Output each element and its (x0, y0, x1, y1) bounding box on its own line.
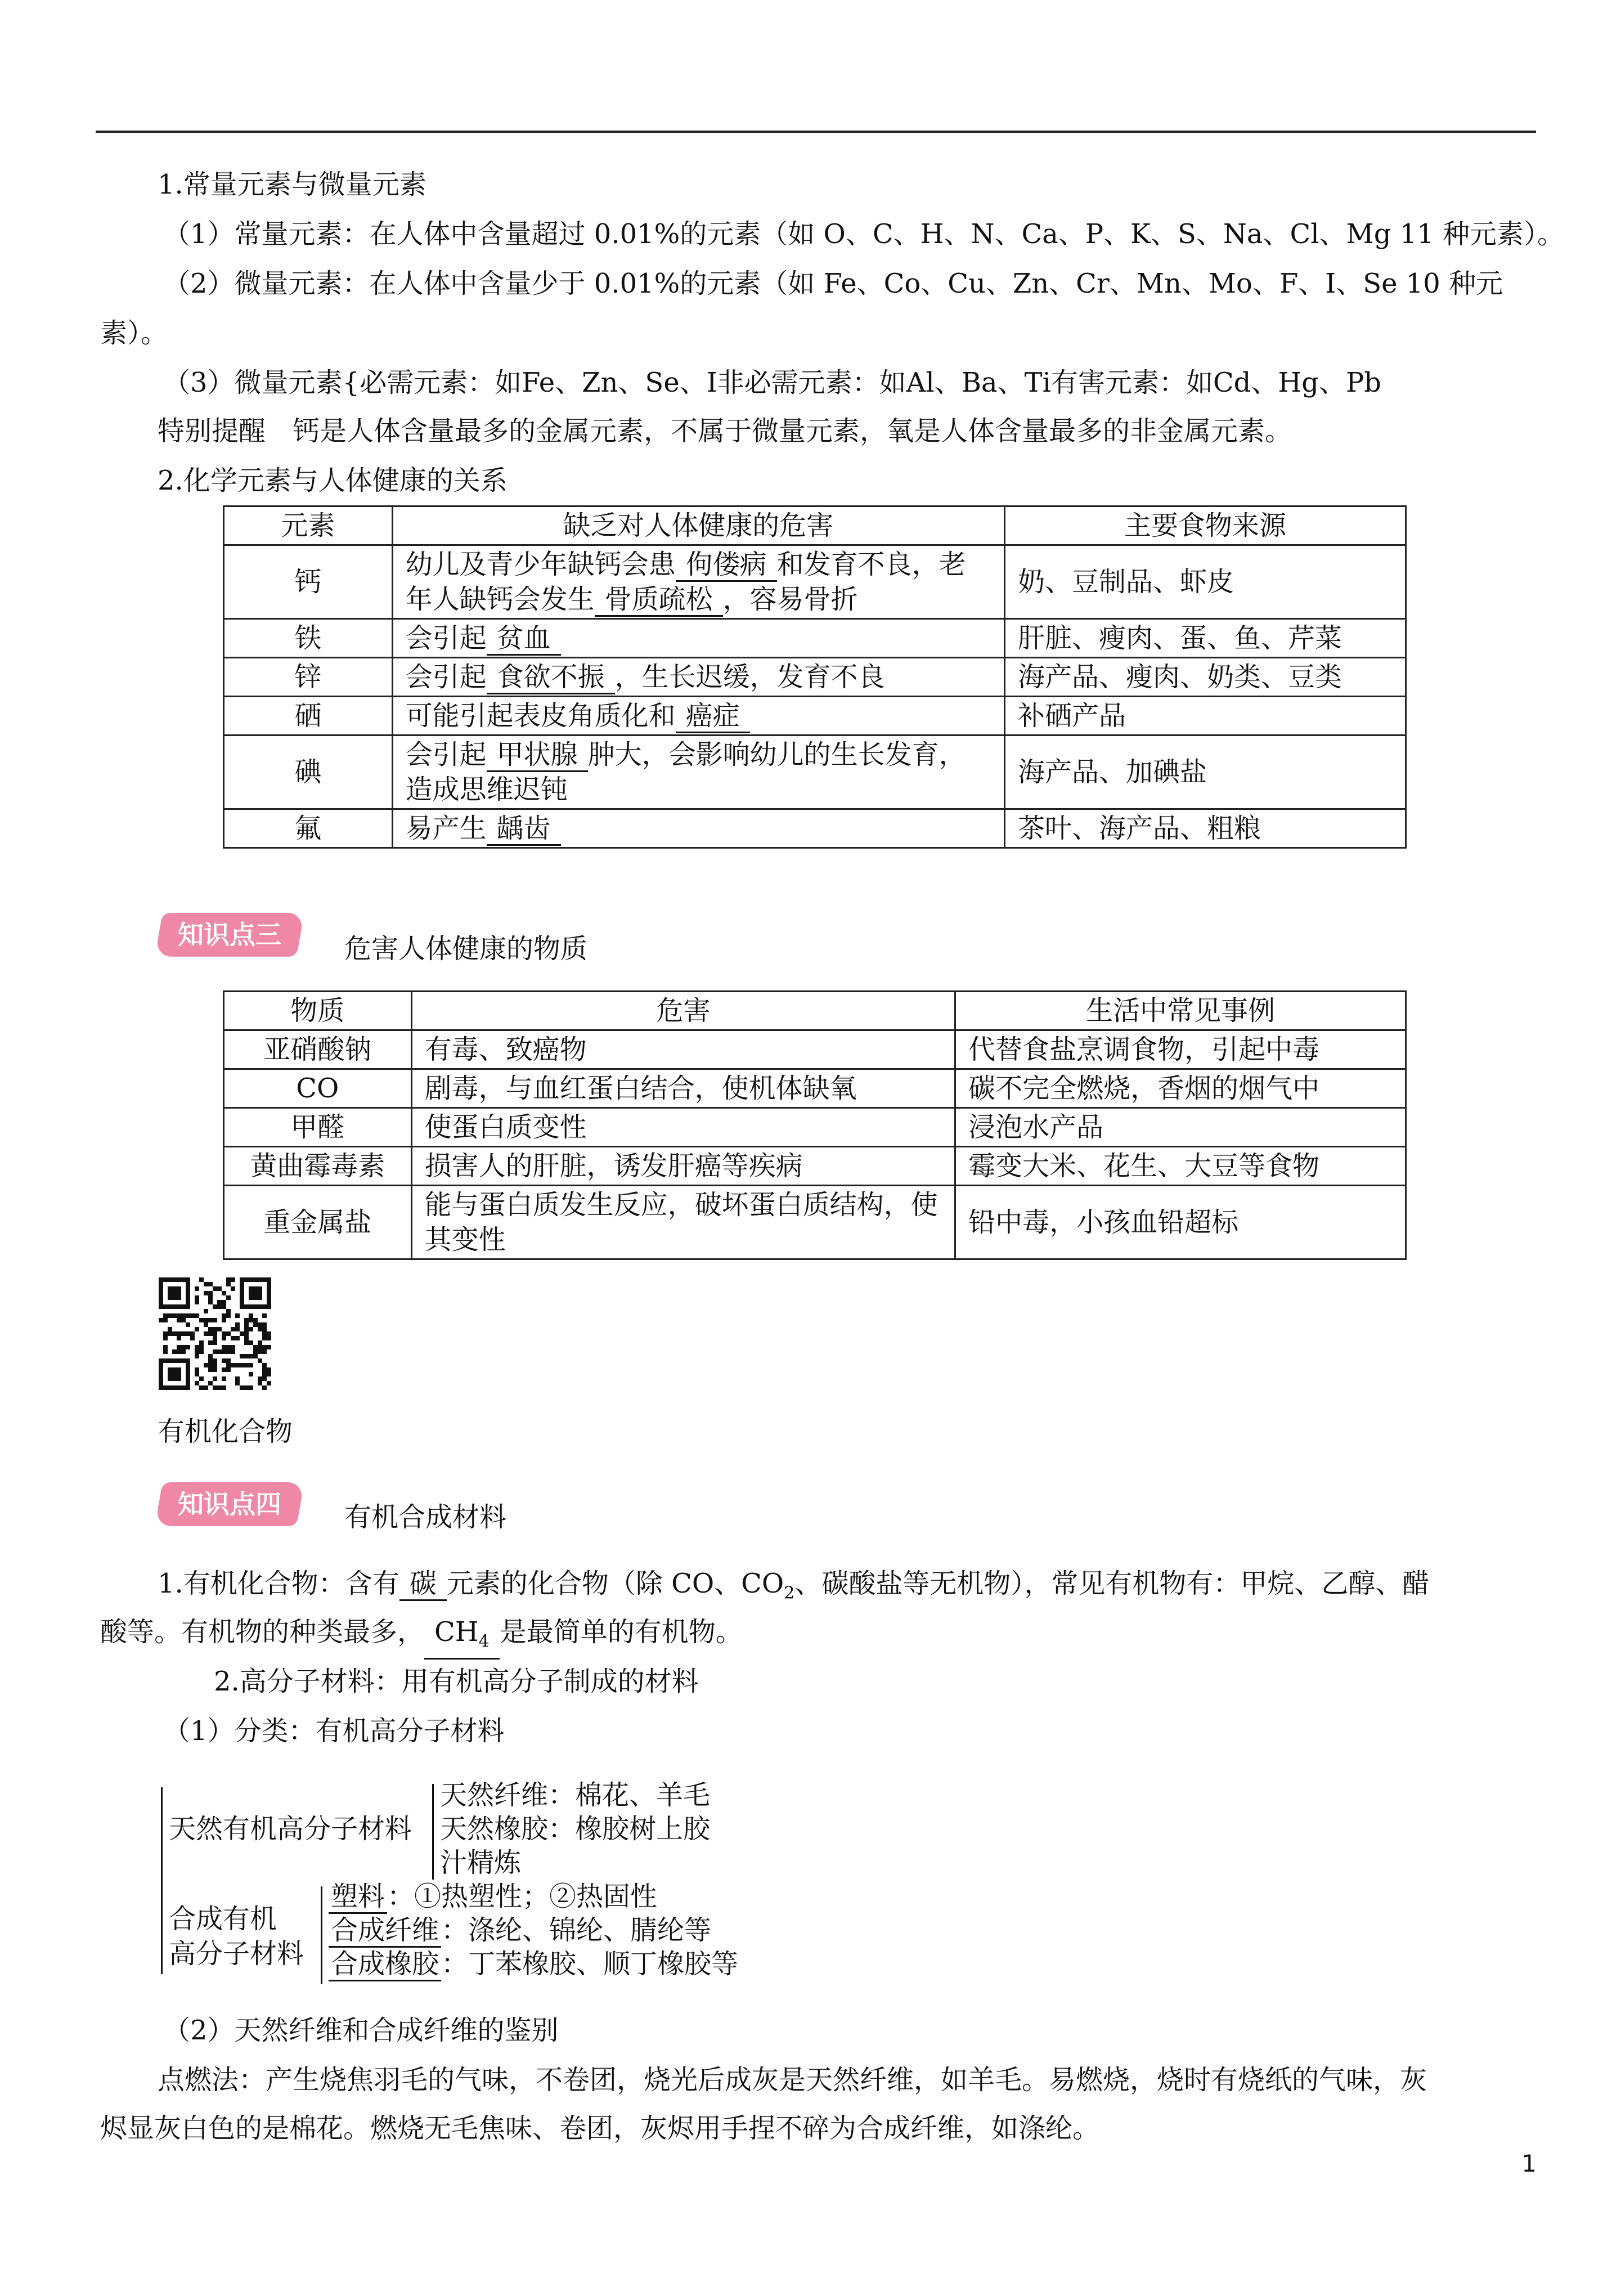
k4-para5: （2）天然纤维和合成纤维的鉴别 (163, 2015, 559, 2046)
k4-para1: 1.有机化合物：含有 碳 元素的化合物（除 CO、$CO_2$、碳酸盐等无机物），常见有机物有：甲烷、乙醇、醋 (158, 1568, 1430, 1603)
answer-blank: 合成橡胶 (329, 1948, 441, 1981)
s1-line2b: 素）。 (100, 317, 168, 349)
source-cell: 肝脏、瘦肉、蛋、鱼、芹菜 (1004, 619, 1406, 658)
outer-brace (161, 1787, 163, 1974)
plastic-item: 塑料：①热塑性；②热固性 (329, 1880, 657, 1914)
k4-title: 有机合成材料 (344, 1501, 507, 1533)
deficiency-cell: 会引起 甲状腺 肿大，会影响幼儿的生长发育，造成思维迟钝 (392, 736, 1004, 809)
answer-blank: 食欲不振 (487, 661, 615, 694)
table-header-row (224, 992, 1406, 1030)
synthetic-brace (321, 1886, 322, 1984)
header-cell: 危害 (411, 992, 955, 1030)
substance-cell: 黄曲霉毒素 (224, 1147, 412, 1186)
harm-cell: 能与蛋白质发生反应，破坏蛋白质结构，使其变性 (411, 1186, 955, 1259)
element-cell: 氟 (224, 809, 393, 848)
harm-cell: 剧毒，与血红蛋白结合，使机体缺氧 (411, 1069, 955, 1108)
answer-blank: 碳 (399, 1568, 447, 1601)
substance-cell: 甲醛 (224, 1108, 412, 1147)
example-cell: 铅中毒，小孩血铅超标 (955, 1186, 1406, 1259)
answer-blank: $CH_4$ (424, 1616, 500, 1660)
s1-line3: （3）微量元素{必需元素：如Fe、Zn、Se、I非必需元素：如Al、Ba、Ti有害元素：如Cd、Hg、Pb (163, 367, 1382, 398)
s1-line1: （1）常量元素：在人体中含量超过 0.01%的元素（如 O、C、H、N、Ca、P、K、S、Na、Cl、Mg 11 种元素）。 (163, 218, 1565, 250)
table-row (224, 809, 1406, 848)
k4-para6: 点燃法：产生烧焦羽毛的气味，不卷团，烧光后成灰是天然纤维，如羊毛。易燃烧，烧时有烧纸的气味，灰 (158, 2064, 1427, 2096)
harm-cell: 有毒、致癌物 (411, 1030, 955, 1069)
source-cell: 海产品、瘦肉、奶类、豆类 (1004, 658, 1406, 697)
answer-blank: 癌症 (676, 700, 750, 733)
header-cell: 主要食物来源 (1004, 506, 1406, 545)
table-row (224, 1147, 1406, 1186)
element-health-table (223, 505, 1407, 849)
substance-cell: 重金属盐 (224, 1186, 412, 1259)
qr-code-icon[interactable] (159, 1277, 271, 1390)
s1-title: 1.常量元素与微量元素 (158, 169, 426, 200)
table-row (224, 1186, 1406, 1259)
k3-title: 危害人体健康的物质 (344, 933, 588, 965)
header-cell: 缺乏对人体健康的危害 (392, 506, 1004, 545)
table-row (224, 1030, 1406, 1069)
example-cell: 碳不完全燃烧，香烟的烟气中 (955, 1069, 1406, 1108)
table-row (224, 545, 1406, 619)
element-cell: 锌 (224, 658, 393, 697)
harmful-substances-table (223, 990, 1407, 1260)
k4-badge: 知识点四 (155, 1482, 304, 1526)
synthetic-label-1: 合成有机 (169, 1903, 277, 1935)
deficiency-cell: 可能引起表皮角质化和 癌症 (392, 697, 1004, 736)
answer-blank: 龋齿 (487, 813, 561, 846)
deficiency-cell: 幼儿及青少年缺钙会患 佝偻病 和发育不良，老年人缺钙会发生 骨质疏松 ，容易骨折 (392, 545, 1004, 619)
substance-cell: 亚硝酸钠 (224, 1030, 412, 1069)
deficiency-cell: 会引起 贫血 (392, 619, 1004, 658)
table-row (224, 697, 1406, 736)
table-row (224, 1108, 1406, 1147)
element-cell: 硒 (224, 697, 393, 736)
page-number: 1 (1521, 2150, 1537, 2177)
answer-blank: 甲状腺 (487, 739, 588, 772)
k4-para3: 2.高分子材料：用有机高分子制成的材料 (214, 1666, 699, 1697)
natural-fiber: 天然纤维：棉花、羊毛 (440, 1779, 711, 1811)
element-cell: 碘 (224, 736, 393, 809)
synthetic-label-2: 高分子材料 (169, 1938, 304, 1970)
deficiency-cell: 会引起 食欲不振 ，生长迟缓，发育不良 (392, 658, 1004, 697)
s2-title: 2.化学元素与人体健康的关系 (158, 465, 508, 496)
k4-para4: （1）分类：有机高分子材料 (163, 1715, 505, 1747)
answer-blank: 贫血 (487, 622, 561, 656)
example-cell: 代替食盐烹调食物，引起中毒 (955, 1030, 1406, 1069)
answer-blank: 骨质疏松 (595, 584, 723, 617)
s1-tip: 特别提醒 钙是人体含量最多的金属元素，不属于微量元素，氧是人体含量最多的非金属元素。 (158, 415, 1292, 447)
natural-rubber-cont: 汁精炼 (440, 1847, 522, 1878)
element-cell: 铁 (224, 619, 393, 658)
example-cell: 霉变大米、花生、大豆等食物 (955, 1147, 1406, 1186)
harm-cell: 使蛋白质变性 (411, 1108, 955, 1147)
source-cell: 奶、豆制品、虾皮 (1004, 545, 1406, 619)
example-cell: 浸泡水产品 (955, 1108, 1406, 1147)
table-row (224, 736, 1406, 809)
substance-cell: CO (224, 1069, 412, 1108)
header-cell: 生活中常见事例 (955, 992, 1406, 1030)
harm-cell: 损害人的肝脏，诱发肝癌等疾病 (411, 1147, 955, 1186)
source-cell: 海产品、加碘盐 (1004, 736, 1406, 809)
table-header-row (224, 506, 1406, 545)
deficiency-cell: 易产生 龋齿 (392, 809, 1004, 848)
element-cell: 钙 (224, 545, 393, 619)
synthetic-fiber-item: 合成纤维：涤纶、锦纶、腈纶等 (329, 1913, 711, 1948)
table-row (224, 1069, 1406, 1108)
table-row (224, 658, 1406, 697)
s1-line2a: （2）微量元素：在人体中含量少于 0.01%的元素（如 Fe、Co、Cu、Zn、Cr、Mn、Mo、F、I、Se 10 种元 (163, 268, 1503, 299)
natural-brace (432, 1784, 434, 1880)
synthetic-rubber-item: 合成橡胶：丁苯橡胶、顺丁橡胶等 (329, 1947, 738, 1981)
header-rule (96, 131, 1536, 133)
answer-blank: 佝偻病 (676, 549, 777, 582)
natural-rubber: 天然橡胶：橡胶树上胶 (440, 1813, 711, 1845)
source-cell: 补硒产品 (1004, 697, 1406, 736)
k4-para7: 烬显灰白色的是棉花。燃烧无毛焦味、卷团，灰烬用手捏不碎为合成纤维，如涤纶。 (100, 2113, 1100, 2144)
k3-badge: 知识点三 (155, 913, 304, 957)
header-cell: 物质 (224, 992, 412, 1030)
qr-caption: 有机化合物 (158, 1416, 293, 1447)
table-row (224, 619, 1406, 658)
header-cell: 元素 (224, 506, 393, 545)
answer-blank: 合成纤维 (329, 1914, 441, 1948)
source-cell: 茶叶、海产品、粗粮 (1004, 809, 1406, 848)
k4-para2: 酸等。有机物的种类最多， $CH_4$ 是最简单的有机物。 (100, 1615, 743, 1660)
answer-blank: 塑料 (329, 1881, 387, 1914)
natural-materials-label: 天然有机高分子材料 (169, 1813, 412, 1845)
